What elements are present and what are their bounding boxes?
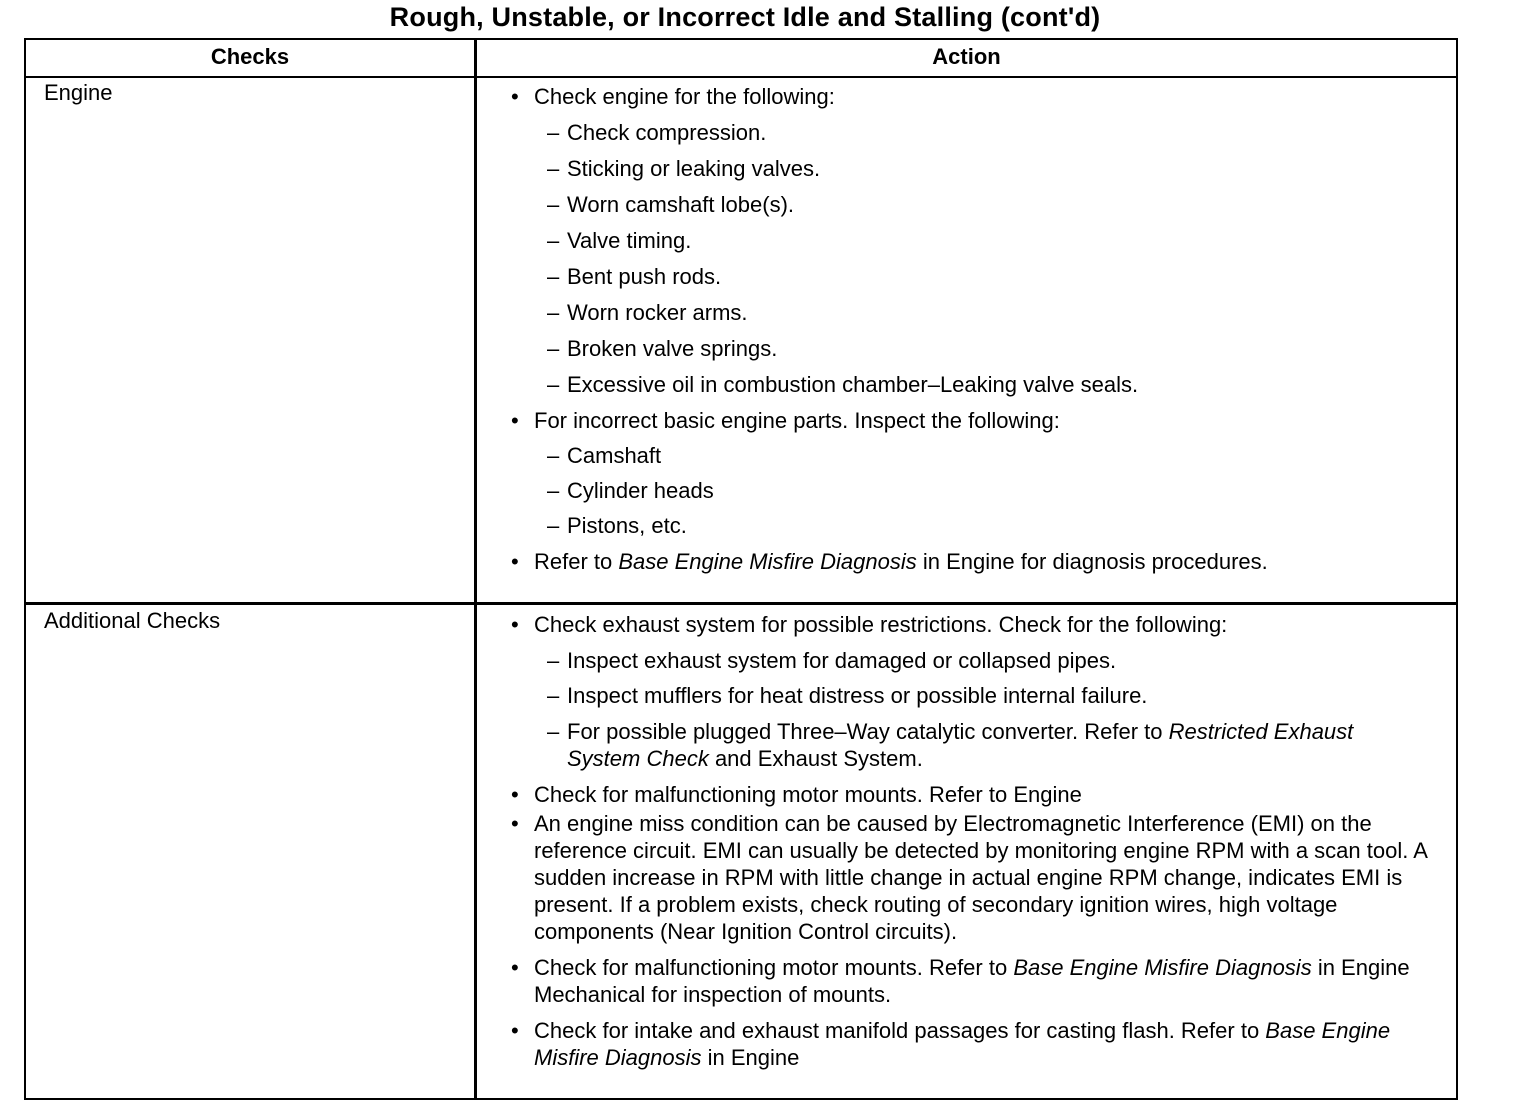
sub-item: – Sticking or leaking valves.	[509, 155, 1439, 182]
action-additional	[509, 611, 1439, 1071]
column-divider	[474, 40, 477, 1098]
sub-item: – For possible plugged Three–Way catalytic converter. Refer to Restricted Exhaust System Check and Exhaust System.	[509, 718, 1397, 772]
column-header-checks: Checks	[210, 44, 290, 69]
sub-item: – Cylinder heads	[509, 477, 1439, 504]
row-divider	[26, 602, 1456, 605]
sub-item: – Check compression.	[509, 119, 1439, 146]
diagnosis-table	[24, 38, 1458, 1100]
action-engine	[509, 83, 1439, 575]
list-item: • Check for intake and exhaust manifold passages for casting flash. Refer to Base Engine Misfire Diagnosis in Engine	[509, 1017, 1459, 1071]
list-item: • Check engine for the following:	[509, 83, 1439, 110]
list-item: • Refer to Base Engine Misfire Diagnosis in Engine for diagnosis procedures.	[509, 548, 1274, 575]
list-item: • Check for malfunctioning motor mounts. Refer to Base Engine Misfire Diagnosis in Engine Mechanical for inspection of mounts.	[509, 954, 1459, 1008]
list-item: • Check for malfunctioning motor mounts. Refer to Engine	[509, 781, 1439, 808]
sub-item: – Bent push rods.	[509, 263, 1439, 290]
check-engine: Engine	[44, 80, 113, 105]
sub-item: – Broken valve springs.	[509, 335, 1439, 362]
sub-item: – Excessive oil in combustion chamber–Leaking valve seals.	[509, 371, 1439, 398]
list-item: • An engine miss condition can be caused by Electromagnetic Interference (EMI) on the reference circuit. EMI can usually be detected by monitoring engine RPM with a scan tool. A sudden increase in RPM with little change in actual engine RPM change, indicates EMI is present. If a problem exists, check routing of secondary ignition wires, high voltage components (Near Ignition Control circuits).	[509, 810, 1459, 945]
header-divider	[26, 76, 1456, 78]
sub-item: – Worn camshaft lobe(s).	[509, 191, 1439, 218]
list-item: • Check exhaust system for possible restrictions. Check for the following:	[509, 611, 1439, 638]
check-additional: Additional Checks	[44, 608, 221, 633]
list-item: • For incorrect basic engine parts. Inspect the following:	[509, 407, 1439, 434]
sub-item: – Inspect mufflers for heat distress or possible internal failure.	[509, 682, 1439, 709]
sub-item: – Camshaft	[509, 442, 1439, 469]
column-header-action: Action	[932, 44, 1001, 69]
sub-item: – Pistons, etc.	[509, 512, 1439, 539]
page-title: Rough, Unstable, or Incorrect Idle and Stalling (cont'd)	[389, 2, 1101, 32]
sub-item: – Inspect exhaust system for damaged or collapsed pipes.	[509, 647, 1439, 674]
sub-item: – Worn rocker arms.	[509, 299, 1439, 326]
sub-item: – Valve timing.	[509, 227, 1439, 254]
